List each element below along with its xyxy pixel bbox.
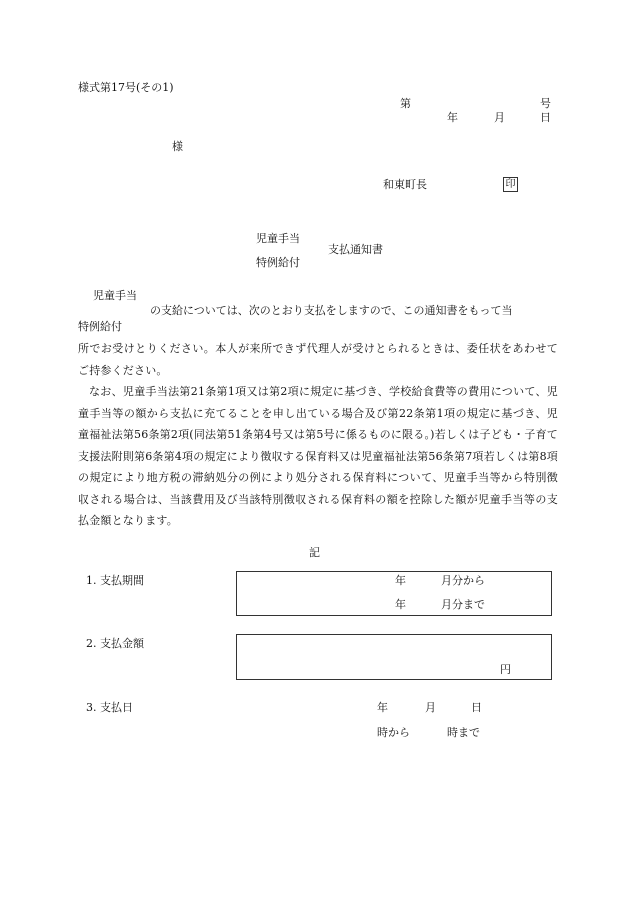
doc-number-suffix: 号 <box>540 97 551 110</box>
intro-text-continue: の支給については、次のとおり支払をしますので、この通知書をもって当 <box>150 304 513 317</box>
ki-heading: 記 <box>309 546 320 559</box>
period-row1-month: 月分から <box>441 574 485 587</box>
seal-mark: 印 <box>503 177 518 192</box>
title-line2: 特例給付 <box>256 256 300 269</box>
payday-time-to: 時まで <box>447 726 480 739</box>
period-row2-year: 年 <box>395 598 406 611</box>
date-day: 日 <box>540 111 551 124</box>
title-line1: 児童手当 <box>256 232 300 245</box>
page-title: 支払通知書 <box>328 243 383 256</box>
addressee-suffix: 様 <box>172 140 183 153</box>
payday-day: 日 <box>471 701 482 714</box>
intro-text-rest: 所でお受けとりください。本人が来所できず代理人が受けとられるときは、委任状をあわせてご持参ください。 <box>78 342 558 377</box>
payday-month: 月 <box>425 701 436 714</box>
payment-period-label: 1. 支払期間 <box>86 574 144 587</box>
period-row1-year: 年 <box>395 574 406 587</box>
payment-date-label: 3. 支払日 <box>86 701 133 714</box>
payment-period-box <box>236 571 552 616</box>
issuer-name: 和東町長 <box>383 178 427 191</box>
amount-unit: 円 <box>500 663 511 676</box>
period-row2-month: 月分まで <box>441 598 485 611</box>
payment-amount-label: 2. 支払金額 <box>86 637 144 650</box>
payday-time-from: 時から <box>377 726 410 739</box>
intro-stack-line2: 特例給付 <box>78 320 122 333</box>
payday-year: 年 <box>377 701 388 714</box>
notice-paragraph: なお、児童手当法第21条第1項又は第2項に規定に基づき、学校給食費等の費用について、児童手当等の額から支払に充てることを申し出ている場合及び第22条第1項の規定に基づき、児童福祉法第56条第2項(同法第51条第4号又は第5号に係るものに限る。)若しくは子ども・子育て支援法附則第6条第4項の規定により徴収する保育料又は児童福祉法第56条第7項若しくは第8項の規定により地方税の滞納処分の例により処分される保育料について、児童手当等から特別徴収される場合は、当該費用及び当該特別徴収される保育料の額を控除した額が児童手当等の支払金額となります。 <box>78 385 558 527</box>
form-number: 様式第17号(その1) <box>78 81 174 94</box>
intro-stack-line1: 児童手当 <box>93 289 137 302</box>
doc-number-prefix: 第 <box>400 97 411 110</box>
date-month: 月 <box>494 111 505 124</box>
payment-amount-box <box>236 634 552 680</box>
date-year: 年 <box>447 111 458 124</box>
